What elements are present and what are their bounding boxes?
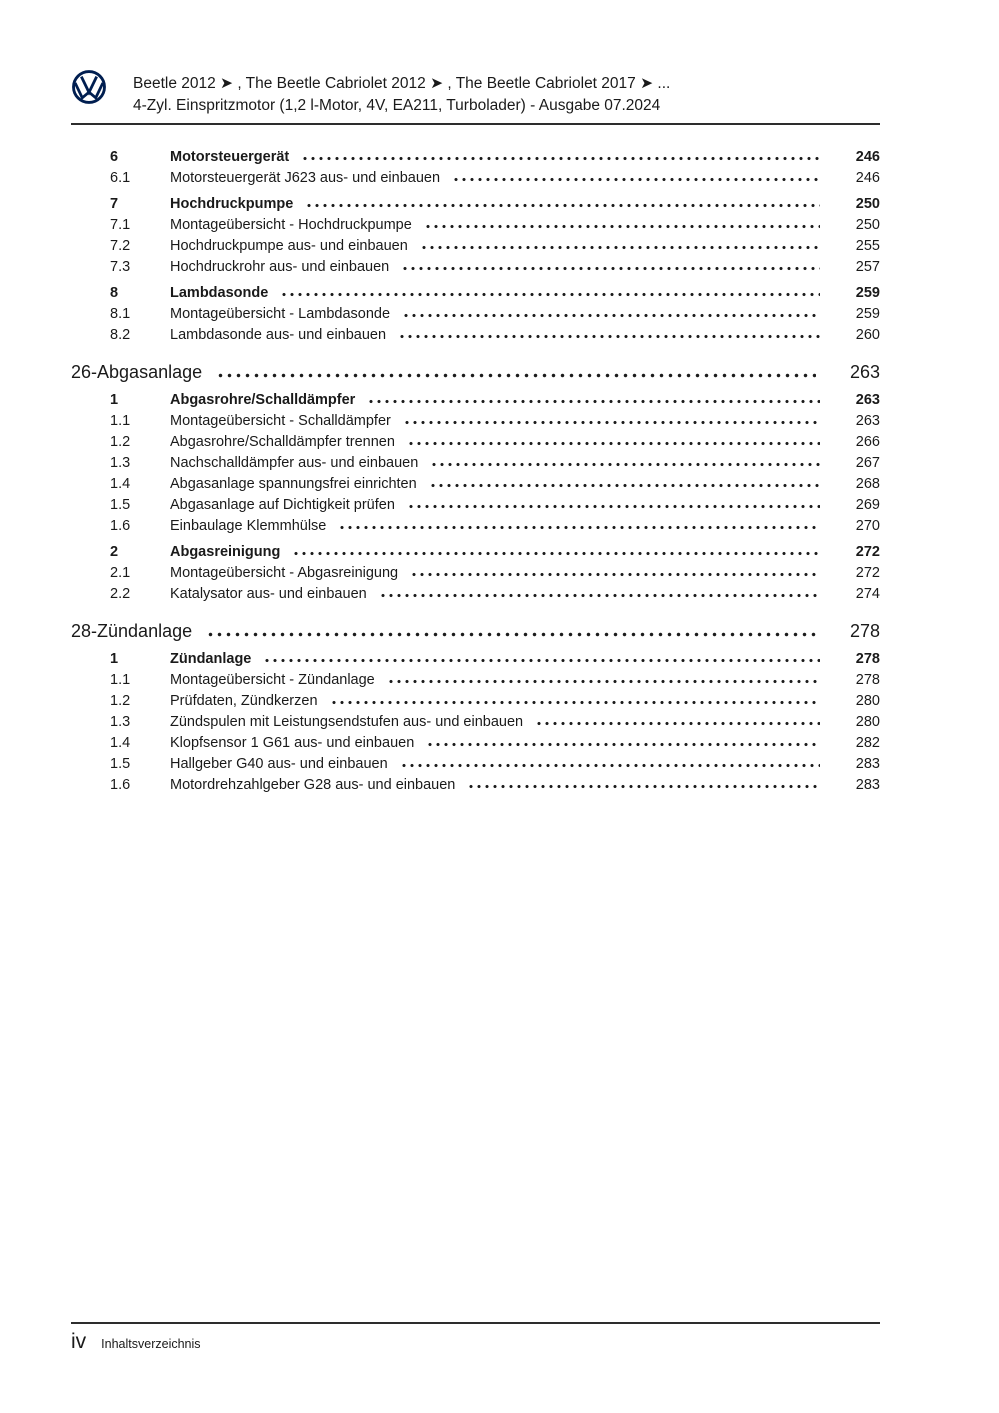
toc-page-number: 278 [849, 621, 880, 641]
toc-entry-number: 1.3 [110, 455, 131, 471]
toc-entry-number: 2.1 [110, 565, 131, 581]
toc-page-number: 263 [849, 362, 880, 382]
toc-row [71, 712, 880, 733]
toc-entry-title: Montageübersicht - Schalldämpfer [170, 413, 391, 429]
toc-dot-leader [263, 658, 820, 663]
toc-page-number: 272 [855, 565, 880, 581]
toc-row [71, 516, 880, 537]
toc-entry-number: 1.5 [110, 756, 131, 772]
toc-page-number: 257 [855, 259, 880, 275]
toc-entry-title: Motorsteuergerät J623 aus- und einbauen [170, 170, 441, 186]
toc-dot-leader [398, 334, 820, 339]
toc-page-number: 246 [855, 149, 880, 165]
toc-page-number: 250 [855, 196, 880, 212]
toc-page-number: 259 [855, 285, 880, 301]
toc-entry-title: Abgasrohre/Schalldämpfer trennen [170, 434, 395, 450]
toc-dot-leader [407, 441, 820, 446]
toc-row [71, 257, 880, 278]
toc-dot-leader [280, 292, 820, 297]
toc-row [71, 649, 880, 670]
toc-entry-number: 1.6 [110, 777, 131, 793]
toc-page-number: 280 [855, 714, 880, 730]
toc-dot-leader [424, 224, 820, 229]
toc-entry-number: 1.6 [110, 518, 131, 534]
toc-row [71, 495, 880, 516]
toc-row [71, 584, 880, 605]
toc-dot-leader [403, 420, 820, 425]
toc-entry-title: Zündanlage [170, 651, 252, 667]
toc-page-number: 267 [855, 455, 880, 471]
toc-row [71, 733, 880, 754]
header-title-line2: 4-Zyl. Einspritzmotor (1,2 l-Motor, 4V, EA211, Turbolader) - Ausgabe 07.2024 [133, 97, 661, 114]
toc-chapter-separator: - [91, 621, 98, 641]
toc-row [71, 754, 880, 775]
toc-row [71, 304, 880, 325]
toc-entry-title: Lambdasonde aus- und einbauen [170, 327, 387, 343]
toc-row [71, 215, 880, 236]
toc-dot-leader [292, 551, 820, 556]
toc-row [71, 194, 880, 215]
toc-row [71, 775, 880, 796]
toc-entry-title: Abgasreinigung [170, 544, 281, 560]
toc-dot-leader [330, 700, 820, 705]
toc-row [71, 390, 880, 411]
toc-chapter-separator: - [91, 362, 98, 382]
toc-dot-leader [387, 679, 820, 684]
toc-page-number: 278 [855, 672, 880, 688]
toc-entry-title: Einbaulage Klemmhülse [170, 518, 327, 534]
toc-page-number: 263 [855, 413, 880, 429]
toc-dot-leader [535, 721, 820, 726]
toc-entry-title: Abgasrohre/Schalldämpfer [170, 392, 356, 408]
toc-entry-title: Hochdruckpumpe aus- und einbauen [170, 238, 408, 254]
toc-dot-leader [379, 593, 820, 598]
toc-entry-title: Hochdruckpumpe [170, 196, 294, 212]
toc-page-number: 259 [855, 306, 880, 322]
toc-chapter-title: Abgasanlage [97, 362, 203, 382]
toc-entry-number: 2.2 [110, 586, 131, 602]
toc-dot-leader [401, 266, 820, 271]
toc-dot-leader [429, 483, 820, 488]
toc-entry-number: 6.1 [110, 170, 131, 186]
toc-page-number: 278 [855, 651, 880, 667]
header-divider [71, 123, 880, 125]
toc-entry-title: Lambdasonde [170, 285, 269, 301]
page-footer [71, 1330, 201, 1354]
toc-entry-number: 7 [110, 196, 119, 212]
toc-page-number: 246 [855, 170, 880, 186]
toc-entry-number: 1.2 [110, 434, 131, 450]
toc-page-number: 283 [855, 777, 880, 793]
toc-page-number: 250 [855, 217, 880, 233]
toc-dot-leader [305, 203, 820, 208]
toc-dot-leader [338, 525, 820, 530]
toc-row [71, 168, 880, 189]
toc-dot-leader [430, 462, 820, 467]
toc-entry-number: 1 [110, 392, 119, 408]
page-header [71, 66, 880, 117]
toc-entry-title: Montageübersicht - Abgasreinigung [170, 565, 399, 581]
toc-dot-leader [301, 156, 820, 161]
toc-dot-leader [402, 313, 820, 318]
toc-page-number: 272 [855, 544, 880, 560]
toc-row [71, 542, 880, 563]
footer-section-label: Inhaltsverzeichnis [101, 1337, 201, 1351]
toc-entry-number: 7.1 [110, 217, 131, 233]
header-title-line1: Beetle 2012 ➤ , The Beetle Cabriolet 2012 ➤ , The Beetle Cabriolet 2017 ➤ ... [133, 75, 671, 92]
toc-page-number: 270 [855, 518, 880, 534]
toc-entry-number: 1.4 [110, 735, 131, 751]
toc-entry-title: Montageübersicht - Zündanlage [170, 672, 375, 688]
toc-entry-title: Hallgeber G40 aus- und einbauen [170, 756, 388, 772]
toc-row [71, 325, 880, 346]
toc-row [71, 453, 880, 474]
toc-entry-title: Zündspulen mit Leistungsendstufen aus- und einbauen [170, 714, 524, 730]
toc-entry-title: Abgasanlage spannungsfrei einrichten [170, 476, 417, 492]
toc-row [71, 474, 880, 495]
toc-entry-number: 1 [110, 651, 119, 667]
toc-row [71, 283, 880, 304]
toc-row [71, 691, 880, 712]
toc-row [71, 618, 880, 644]
toc-row [71, 147, 880, 168]
toc-chapter-title: Zündanlage [97, 621, 193, 641]
toc-row [71, 411, 880, 432]
toc-dot-leader [452, 177, 820, 182]
toc-dot-leader [407, 504, 820, 509]
toc-dot-leader [367, 399, 820, 404]
vw-logo-icon [71, 69, 107, 105]
toc-entry-number: 7.3 [110, 259, 131, 275]
toc-entry-number: 8.2 [110, 327, 131, 343]
toc-entry-number: 2 [110, 544, 119, 560]
toc-entry-number: 8.1 [110, 306, 131, 322]
toc-dot-leader [410, 572, 820, 577]
toc-entry-number: 1.1 [110, 413, 131, 429]
toc-dot-leader [426, 742, 820, 747]
toc-entry-title: Hochdruckrohr aus- und einbauen [170, 259, 390, 275]
toc-dot-leader [216, 373, 816, 378]
toc-row [71, 432, 880, 453]
toc-page-number: 263 [855, 392, 880, 408]
toc-entry-title: Prüfdaten, Zündkerzen [170, 693, 318, 709]
footer-divider [71, 1322, 880, 1324]
toc-entry-title: Motordrehzahlgeber G28 aus- und einbauen [170, 777, 456, 793]
toc-page-number: 274 [855, 586, 880, 602]
toc-page-number: 255 [855, 238, 880, 254]
toc-entry-title: Abgasanlage auf Dichtigkeit prüfen [170, 497, 395, 513]
toc-dot-leader [420, 245, 820, 250]
toc-entry-number: 1.2 [110, 693, 131, 709]
toc-row [71, 236, 880, 257]
toc-entry-number: 6 [110, 149, 119, 165]
toc-entry-number: 1.5 [110, 497, 131, 513]
toc-row [71, 670, 880, 691]
toc-page-number: 283 [855, 756, 880, 772]
toc-entry-title: Montageübersicht - Lambdasonde [170, 306, 391, 322]
toc-page-number: 268 [855, 476, 880, 492]
toc-page-number: 269 [855, 497, 880, 513]
toc-dot-leader [400, 763, 820, 768]
toc-entry-number: 1.4 [110, 476, 131, 492]
header-title [133, 73, 670, 117]
toc-row [71, 359, 880, 385]
toc-dot-leader [206, 632, 816, 637]
toc-page-number: 266 [855, 434, 880, 450]
toc-entry-title: Klopfsensor 1 G61 aus- und einbauen [170, 735, 415, 751]
toc-page-number: 280 [855, 693, 880, 709]
toc-chapter-number: 28 [71, 621, 92, 641]
toc-entry-number: 8 [110, 285, 119, 301]
toc-entry-title: Montageübersicht - Hochdruckpumpe [170, 217, 412, 233]
toc-chapter-number: 26 [71, 362, 92, 382]
table-of-contents [71, 147, 880, 796]
footer-page-number: iv [71, 1330, 87, 1353]
toc-entry-title: Nachschalldämpfer aus- und einbauen [170, 455, 419, 471]
toc-entry-number: 7.2 [110, 238, 131, 254]
toc-dot-leader [467, 784, 820, 789]
toc-entry-number: 1.1 [110, 672, 131, 688]
toc-page-number: 260 [855, 327, 880, 343]
toc-entry-number: 1.3 [110, 714, 131, 730]
toc-page-number: 282 [855, 735, 880, 751]
toc-entry-title: Motorsteuergerät [170, 149, 290, 165]
toc-row [71, 563, 880, 584]
toc-entry-title: Katalysator aus- und einbauen [170, 586, 367, 602]
